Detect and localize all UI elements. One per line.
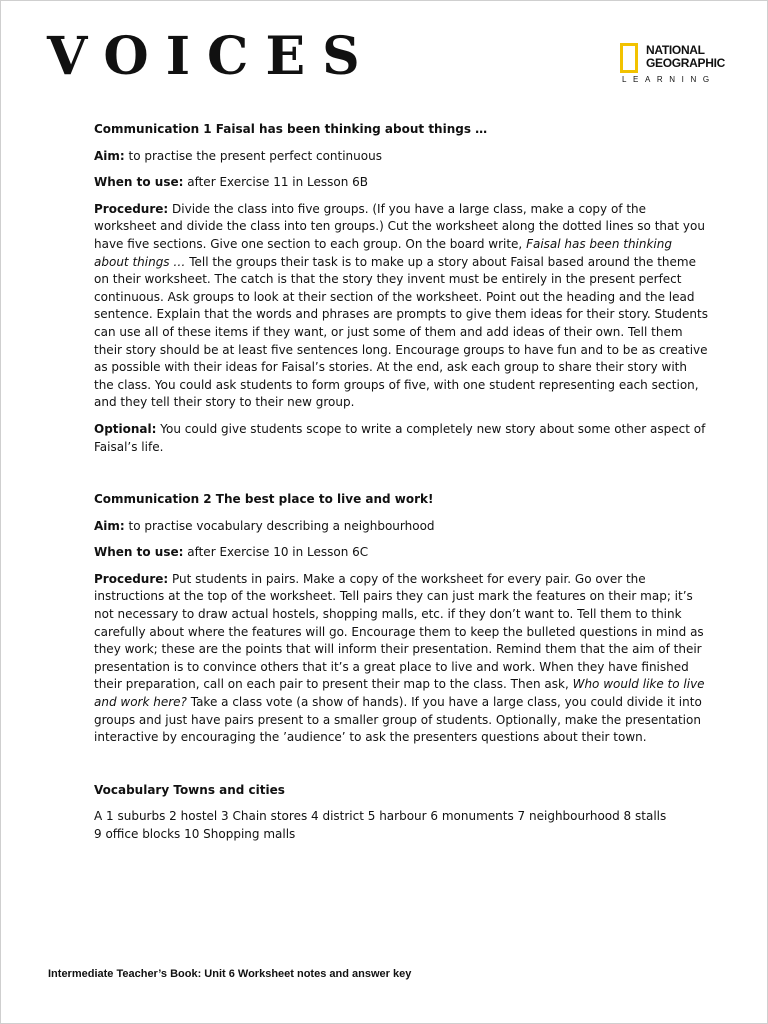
section2-procedure <box>94 571 708 747</box>
aim-text: to practise the present perfect continuous <box>124 148 382 163</box>
when-text: after Exercise 11 in Lesson 6B <box>183 175 369 190</box>
voices-title: VOICES <box>47 26 377 87</box>
yellow-border-icon <box>620 43 638 73</box>
section2-when <box>94 544 708 562</box>
section-spacer <box>94 756 708 782</box>
logo-line-3: LEARNING <box>622 75 716 84</box>
answer-key-line-1: A 1 suburbs 2 hostel 3 Chain stores 4 district 5 harbour 6 monuments 7 neighbourhood 8 stalls <box>94 809 667 824</box>
procedure-text-continued: Take a class vote (a show of hands). If you have a large class, you could divide it into groups and just have pairs present to a smaller group of students. Optionally, make the presentation interactive by encouraging the ’audience’ to ask the presenters questions about their town. <box>94 695 702 745</box>
aim-label: Aim: <box>94 148 125 163</box>
section1-when <box>94 174 708 192</box>
optional-text: You could give students scope to write a completely new story about some other aspect of Faisal’s life. <box>94 421 706 454</box>
procedure-italic: Faisal has been thinking about things … <box>94 236 672 269</box>
section3-heading: Vocabulary Towns and cities <box>94 782 285 797</box>
logo-line-1: NATIONAL <box>646 43 705 57</box>
aim-text: to practise vocabulary describing a neighbourhood <box>124 518 435 533</box>
section-spacer <box>94 465 708 491</box>
national-geographic-logo <box>620 43 750 89</box>
optional-label: Optional: <box>94 421 157 436</box>
aim-label: Aim: <box>94 518 125 533</box>
procedure-italic: Who would like to live and work here? <box>94 677 705 710</box>
when-text: after Exercise 10 in Lesson 6C <box>183 545 369 560</box>
procedure-text: Put students in pairs. Make a copy of the worksheet for every pair. Go over the instructions at the top of the worksheet. Tell pairs they can just mark the features on their map; it’s not necessary to draw actual hostels, shopping malls, etc. if they don’t want to. Tell them to think carefully about where the features will go. Encourage them to keep the bulleted questions in mind as they work; these are the points that will inform their presentation. Remind them that the aim of their presentation is to convince others that it’s a great place to live and work. When they have finished their preparation, call on each pair to present their map to the class. Then ask, <box>94 571 704 692</box>
procedure-text-continued: Tell the groups their task is to make up a story about Faisal based around the theme on their worksheet. The catch is that the story they invent must be entirely in the present perfect continuous. Ask groups to look at their section of the worksheet. Point out the heading and the lead sentence. Explain that the words and phrases are prompts to give them ideas for their story. Students can use all of these items if they want, or just some of them and add ideas of their own. Tell them their story should be at least five sentences long. Encourage groups to have fun and to be as creative as possible with their ideas for Faisal’s stories. At the end, ask each group to share their story with the class. You could ask students to form groups of five, with one student representing each section, and they tell their story to their new group. <box>94 254 708 410</box>
answer-key-line-2: 9 office blocks 10 Shopping malls <box>94 827 296 841</box>
section2-heading: Communication 2 The best place to live and work! <box>94 492 434 507</box>
section2-aim <box>94 518 708 536</box>
section1-procedure <box>94 201 708 412</box>
when-label: When to use: <box>94 175 184 190</box>
when-label: When to use: <box>94 545 184 560</box>
procedure-text: Divide the class into five groups. (If you have a large class, make a copy of the worksheet and divide the class into ten groups.) Cut the worksheet along the dotted lines so that you have five sections. Give one section to each group. On the board write, <box>94 201 705 251</box>
section1-optional <box>94 421 708 456</box>
logo-line-2: GEOGRAPHIC <box>646 56 726 70</box>
page-footer: Intermediate Teacher’s Book: Unit 6 Worksheet notes and answer key <box>48 968 412 980</box>
procedure-label: Procedure: <box>94 201 169 216</box>
section1-aim <box>94 148 708 166</box>
answer-key <box>94 808 708 843</box>
worksheet-notes <box>94 121 708 853</box>
section1-heading: Communication 1 Faisal has been thinking about things … <box>94 122 488 136</box>
procedure-label: Procedure: <box>94 571 169 586</box>
